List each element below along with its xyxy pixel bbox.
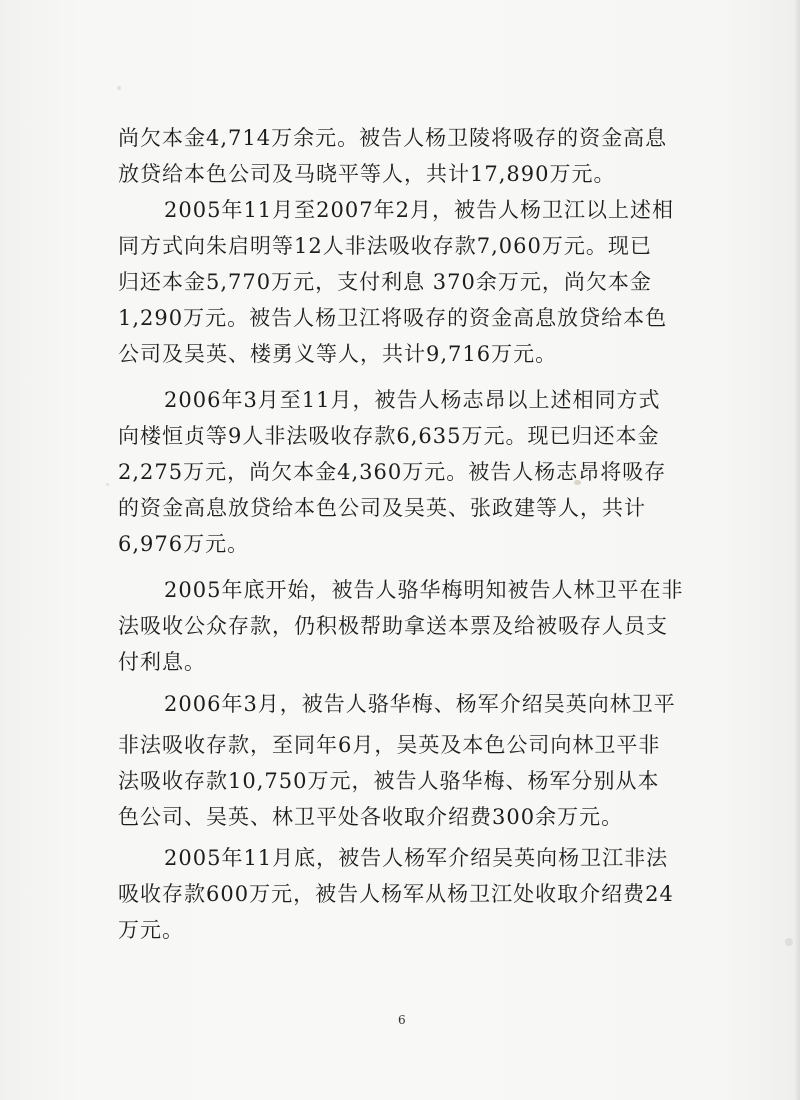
text-line: 色公司、吴英、林卫平处各收取介绍费300余万元。 (118, 805, 624, 829)
page-edge-shadow (794, 0, 800, 1100)
text-line: 公司及吴英、楼勇义等人，共计9,716万元。 (118, 342, 558, 366)
scan-speck (106, 483, 109, 486)
text-line: 非法吸收存款，至同年6月，吴英及本色公司向林卫平非 (118, 733, 661, 757)
text-line: 吸收存款600万元，被告人杨军从杨卫江处收取介绍费24 (118, 882, 674, 906)
text-line: 同方式向朱启明等12人非法吸收存款7,060万元。现已 (118, 234, 652, 258)
text-line: 万元。 (118, 918, 184, 942)
text-line: 法吸收存款10,750万元，被告人骆华梅、杨军分别从本 (118, 769, 660, 793)
text-line: 付利息。 (118, 650, 206, 674)
text-line: 归还本金5,770万元，支付利息 370余万元，尚欠本金 (118, 270, 652, 294)
text-line: 2006年3月，被告人骆华梅、杨军介绍吴英向林卫平 (164, 692, 676, 716)
page-number: 6 (398, 1013, 406, 1027)
text-line: 2,275万元，尚欠本金4,360万元。被告人杨志昂将吸存 (118, 460, 667, 484)
text-line: 1,290万元。被告人杨卫江将吸存的资金高息放贷给本色 (118, 306, 668, 330)
text-line: 法吸收公众存款，仍积极帮助拿送本票及给被吸存人员支 (118, 614, 668, 638)
scan-speck (785, 938, 793, 946)
text-line: 的资金高息放贷给本色公司及吴英、张政建等人，共计 (118, 496, 646, 520)
text-line: 放贷给本色公司及马晓平等人，共计17,890万元。 (118, 162, 616, 186)
scan-speck (117, 86, 121, 90)
text-line: 2005年11月至2007年2月，被告人杨卫江以上述相 (164, 198, 674, 222)
text-line: 向楼恒贞等9人非法吸收存款6,635万元。现已归还本金 (118, 424, 660, 448)
text-line: 尚欠本金4,714万余元。被告人杨卫陵将吸存的资金高息 (118, 126, 668, 150)
text-line: 2005年11月底，被告人杨军介绍吴英向杨卫江非法 (164, 846, 669, 870)
text-line: 6,976万元。 (118, 532, 250, 556)
text-line: 2006年3月至11月，被告人杨志昂以上述相同方式 (164, 388, 661, 412)
text-line: 2005年底开始，被告人骆华梅明知被告人林卫平在非 (164, 578, 684, 602)
